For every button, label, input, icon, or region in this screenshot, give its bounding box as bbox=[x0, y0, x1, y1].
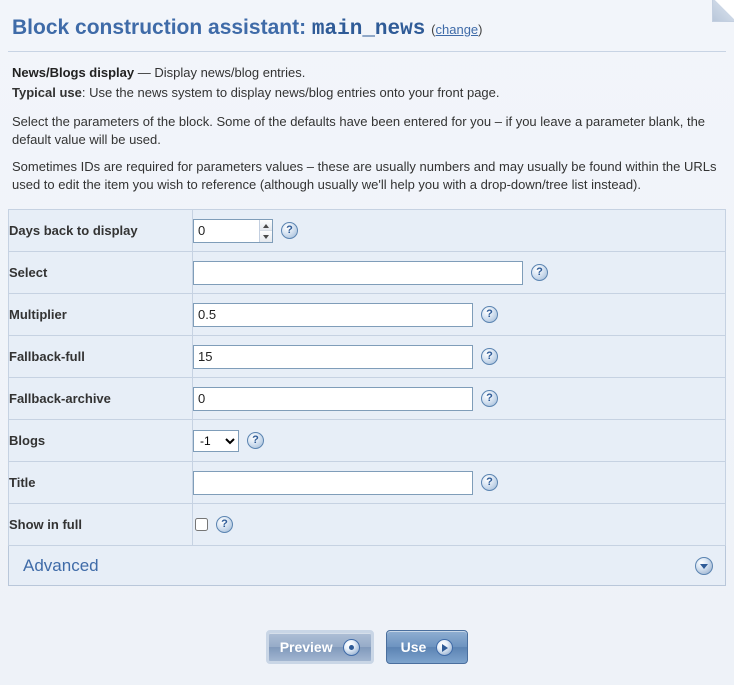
intro-display-desc: — Display news/blog entries. bbox=[137, 65, 306, 80]
paren-open: ( bbox=[431, 22, 436, 37]
page-corner-fold-decoration bbox=[712, 0, 734, 22]
help-icon[interactable]: ? bbox=[247, 432, 264, 449]
table-row bbox=[9, 462, 726, 504]
param-label-select: Select bbox=[9, 252, 193, 294]
fallback-full-input[interactable] bbox=[193, 345, 473, 369]
help-icon[interactable]: ? bbox=[281, 222, 298, 239]
intro-paragraph-1: Select the parameters of the block. Some of the defaults have been entered for you – if you leave a parameter blank, the default value will be used. bbox=[12, 114, 706, 147]
form-actions bbox=[8, 630, 726, 664]
param-field-select bbox=[193, 252, 726, 294]
param-field-days-back bbox=[193, 210, 726, 252]
multiplier-input[interactable] bbox=[193, 303, 473, 327]
param-field-title bbox=[193, 462, 726, 504]
select-input[interactable] bbox=[193, 261, 523, 285]
param-label-fallback-archive: Fallback-archive bbox=[9, 378, 193, 420]
param-field-blogs bbox=[193, 420, 726, 462]
field-row bbox=[193, 261, 725, 285]
advanced-label[interactable]: Advanced bbox=[23, 555, 99, 575]
days-back-stepper[interactable] bbox=[193, 219, 273, 243]
table-row bbox=[9, 504, 726, 546]
help-icon[interactable]: ? bbox=[216, 516, 233, 533]
arrow-right-icon bbox=[436, 639, 453, 656]
blogs-select[interactable] bbox=[193, 430, 239, 452]
block-name: main_news bbox=[311, 18, 426, 41]
advanced-section-toggle[interactable] bbox=[8, 546, 726, 586]
help-icon[interactable]: ? bbox=[481, 474, 498, 491]
help-icon[interactable]: ? bbox=[481, 348, 498, 365]
intro-display-label: News/Blogs display bbox=[12, 65, 135, 80]
fallback-archive-input[interactable] bbox=[193, 387, 473, 411]
table-row bbox=[9, 210, 726, 252]
preview-icon bbox=[343, 639, 360, 656]
param-field-multiplier bbox=[193, 294, 726, 336]
field-row bbox=[193, 471, 725, 495]
table-row bbox=[9, 378, 726, 420]
use-button-label: Use bbox=[400, 639, 427, 656]
stepper-down-icon[interactable] bbox=[260, 231, 272, 242]
intro-display-line bbox=[12, 64, 722, 82]
help-icon[interactable]: ? bbox=[481, 306, 498, 323]
use-button[interactable] bbox=[386, 630, 469, 664]
field-row bbox=[193, 219, 725, 243]
page-title-prefix: Block construction assistant: bbox=[12, 16, 307, 39]
help-icon[interactable]: ? bbox=[481, 390, 498, 407]
field-row bbox=[193, 345, 725, 369]
stepper-up-icon[interactable] bbox=[260, 220, 272, 232]
param-label-title: Title bbox=[9, 462, 193, 504]
parameters-table bbox=[8, 209, 726, 546]
intro-typical-line bbox=[12, 84, 722, 102]
title-input[interactable] bbox=[193, 471, 473, 495]
param-field-fallback-full bbox=[193, 336, 726, 378]
field-row bbox=[193, 430, 725, 452]
change-block-link-wrapper bbox=[431, 22, 482, 37]
field-row bbox=[193, 516, 725, 533]
param-label-multiplier: Multiplier bbox=[9, 294, 193, 336]
intro-section bbox=[8, 52, 726, 193]
preview-button-label: Preview bbox=[279, 639, 333, 656]
chevron-down-icon[interactable] bbox=[695, 557, 713, 575]
help-icon[interactable]: ? bbox=[531, 264, 548, 281]
param-field-fallback-archive bbox=[193, 378, 726, 420]
change-block-link[interactable]: change bbox=[435, 22, 479, 37]
table-row bbox=[9, 252, 726, 294]
field-row bbox=[193, 303, 725, 327]
field-row bbox=[193, 387, 725, 411]
intro-typical-label: Typical use bbox=[12, 84, 82, 100]
table-row bbox=[9, 420, 726, 462]
stepper-buttons[interactable] bbox=[259, 220, 272, 242]
param-label-fallback-full: Fallback-full bbox=[9, 336, 193, 378]
param-field-show-in-full bbox=[193, 504, 726, 546]
table-row bbox=[9, 294, 726, 336]
table-row bbox=[9, 336, 726, 378]
param-label-days-back: Days back to display bbox=[9, 210, 193, 252]
page-title bbox=[8, 0, 726, 52]
show-in-full-checkbox[interactable] bbox=[195, 518, 208, 531]
intro-paragraph-2: Sometimes IDs are required for parameters values – these are usually numbers and may usually be found within the URLs used to edit the item you wish to reference (although usually we'll help you with a drop-down/tree list instead). bbox=[12, 159, 717, 192]
preview-button[interactable] bbox=[266, 630, 374, 664]
intro-typical-desc: : Use the news system to display news/blog entries onto your front page. bbox=[81, 84, 500, 100]
paren-close: ) bbox=[478, 22, 483, 37]
param-label-blogs: Blogs bbox=[9, 420, 193, 462]
param-label-show-in-full: Show in full bbox=[9, 504, 193, 546]
